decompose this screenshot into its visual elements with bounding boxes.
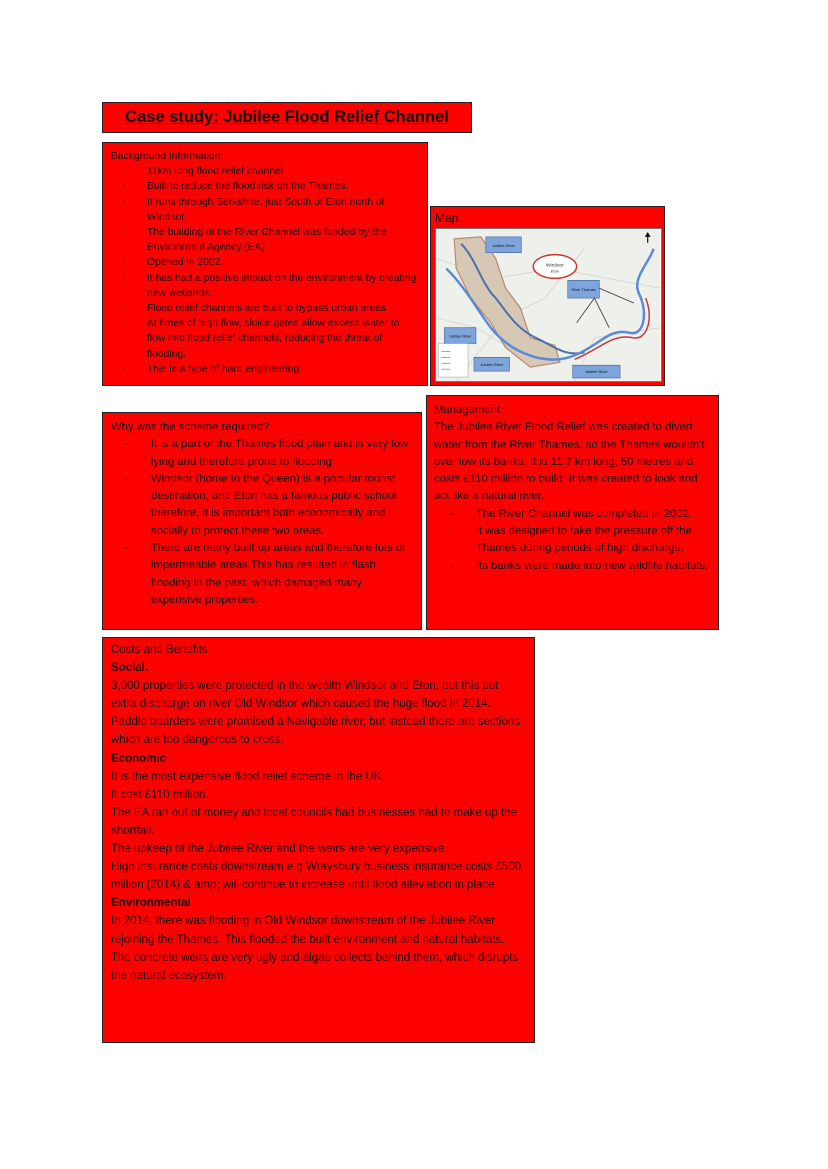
list-item: - It is a part of the Thames flood plain and is very low lying and therefore prone to flooding. [111,436,413,471]
why-required-box [102,412,422,630]
economic-paragraph: It cost £110 million. [111,788,209,801]
list-item: - There are many built up areas and therefore lots of impermeable areas.This has resulted in flash flooding in the past, which damaged many expensive properties. [111,540,413,609]
map-box [430,206,665,386]
why-heading: Why was the scheme required? [111,421,270,433]
environmental-heading: Environmental [111,897,191,910]
list-item: - At times of high flow, sluice gates allow excess water to flow into flood relief channels, reducing the threat of flooding. [111,316,419,362]
list-item: - Windsor (home to the Queen) is a popular tourist destination, and Eton has a famous public school therefore, it is important both economically and socially to protect these two areas. [111,471,413,540]
map-label: Map [435,211,459,225]
map-text-eton: Eton [550,268,559,274]
map-text-jubilee-2: Jubilee River [448,333,472,339]
background-list [111,164,419,377]
list-item: - Built to reduce the flood risk on the Thames. [111,179,419,194]
costs-benefits-box [102,637,535,1043]
list-item: - It runs through Berkshire, just South of Eton north of Windsor. [111,195,419,225]
costs-heading: Costs and Benefits [111,644,208,656]
list-item: - The River Channel was completed in 2002. [434,506,711,523]
economic-paragraph: The upkeep of the Jubilee River and the weirs are very expensive. [111,843,448,856]
economic-paragraph: High insurance costs downstream e.g Wraysbury business insurance costs £500 million (2014) & amp; will continue to increase until flood alleviation in place. [111,861,522,892]
page-title: Case study: Jubilee Flood Relief Channel [125,108,449,126]
background-heading: Background Information: [111,151,224,162]
management-intro: The Jubilee River Flood Relief was created to divert water from the River Thames, so the Thames wouldn't overflow its banks. It is 11.7 km long, 50 metres and costs £110 million to build. It was created to look and act like a natural river. [434,421,705,503]
map-image [435,228,662,382]
list-item: - Its banks were made into new wildlife habitats. [434,558,711,575]
social-paragraph: 3,000 properties were protected in the wealth Windsor and Eton, but this put extra discharge on river Old Windsor which caused the huge flood in 2014. [111,680,499,711]
list-item: - It has had a positive impact on the environment by creating new wetlands. [111,271,419,301]
social-paragraph: Paddle boarders were promised a Navigable river, but instead there are sections which are too dangerous to cross. [111,716,521,747]
list-item: - Flood relief channels are built to bypass urban areas. [111,301,419,316]
list-item: - It was designed to take the pressure off the Thames during periods of high discharge. [434,523,711,558]
list-item: - 11km long flood relief channel [111,164,419,179]
management-list [434,506,711,575]
list-item: - Opened in 2002. [111,255,419,270]
economic-paragraph: The EA ran out of money and local councils had businesses had to make up the shortfall. [111,806,517,837]
map-text-thames: River Thames [571,287,596,293]
economic-paragraph: It is the most expensive flood relief scheme in the UK. [111,770,385,783]
title-box [102,102,472,133]
map-text-jubilee-4: Jubilee River [584,369,608,375]
background-info-box [102,142,428,386]
map-text-jubilee-1: Jubilee River [492,242,515,248]
list-item: - The building of the River Channel was funded by the Environment Agency (EA) [111,225,419,255]
why-list [111,436,413,609]
list-item: - This is a type of hard engineering. [111,362,419,377]
economic-heading: Economic [111,752,166,765]
environmental-paragraph: The concrete weirs are very ugly and algae collects behind them, which disrupts the natural ecosystem. [111,951,519,982]
map-text-windsor: Windsor [545,263,564,269]
management-heading: Management: [434,404,504,416]
environmental-paragraph: In 2014, there was flooding in Old Windsor downstream of the Jubilee River rejoining the Thames. This flooded the built environment and natural habitats. [111,915,505,946]
management-box [426,395,719,630]
map-text-jubilee-3: Jubilee River [480,362,504,368]
social-heading: Social. [111,662,149,675]
